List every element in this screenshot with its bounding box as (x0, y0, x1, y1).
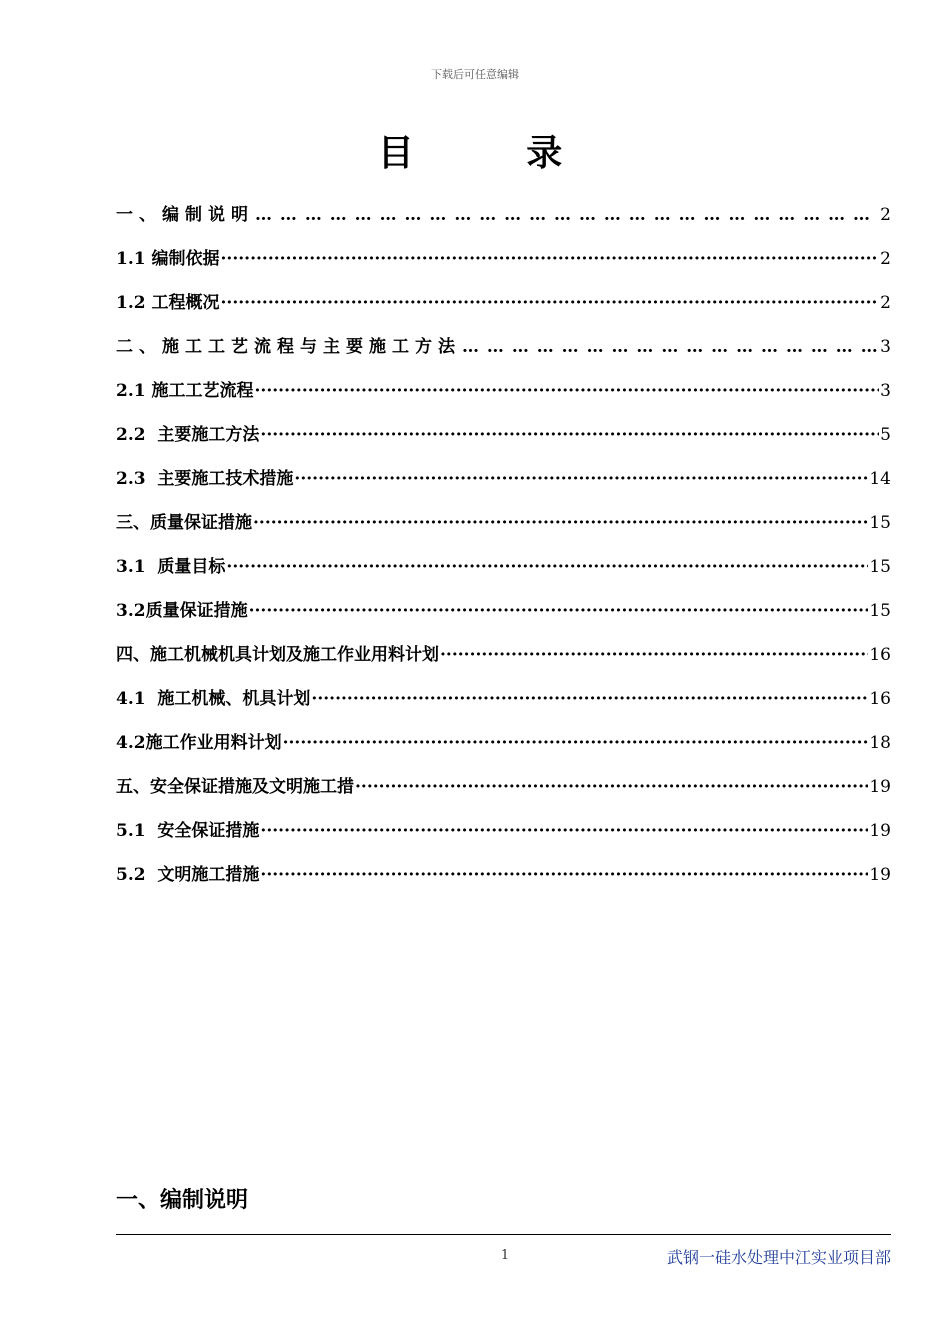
toc-entry-page: 19 (869, 865, 891, 885)
toc-entry-label: 3.1 质量目标 (116, 557, 226, 577)
toc-entry-label: 5.1 安全保证措施 (116, 821, 260, 841)
toc-entry-label: 五、安全保证措施及文明施工措 (116, 777, 354, 797)
toc-entry-page: 5 (880, 425, 891, 445)
toc-leader-dots (283, 728, 869, 758)
toc-entry-page: 16 (869, 689, 891, 709)
page-title: 目 录 (377, 132, 613, 174)
toc-leader-dots (462, 332, 879, 362)
toc-entry-label: 4.1 施工机械、机具计划 (116, 689, 311, 709)
toc-entry-label: 5.2 文明施工措施 (116, 865, 260, 885)
toc-entry-label: 1.2 工程概况 (116, 293, 220, 313)
toc-entry-label: 1.1 编制依据 (116, 249, 220, 269)
toc-entry[interactable] (116, 552, 891, 596)
toc-leader-dots (221, 244, 880, 274)
toc-entry-label: 一、编制说明 (116, 205, 254, 225)
toc-entry[interactable] (116, 596, 891, 640)
toc-leader-dots (260, 420, 879, 450)
toc-entry[interactable] (116, 728, 891, 772)
toc-leader-dots (440, 640, 868, 670)
table-of-contents (116, 200, 891, 904)
toc-entry-label: 3.2质量保证措施 (116, 601, 248, 621)
toc-entry-page: 15 (869, 557, 891, 577)
toc-entry-label: 2.1 施工工艺流程 (116, 381, 254, 401)
toc-leader-dots (255, 376, 880, 406)
toc-leader-dots (311, 684, 868, 714)
toc-entry[interactable] (116, 816, 891, 860)
toc-entry[interactable] (116, 684, 891, 728)
toc-entry-label: 四、施工机械机具计划及施工作业用料计划 (116, 645, 439, 665)
toc-entry-label: 2.2 主要施工方法 (116, 425, 260, 445)
toc-entry-page: 2 (880, 293, 891, 313)
toc-entry[interactable] (116, 332, 891, 376)
footer-page-number: 1 (500, 1248, 510, 1263)
toc-entry[interactable] (116, 640, 891, 684)
toc-entry[interactable] (116, 860, 891, 904)
toc-leader-dots (253, 508, 868, 538)
toc-entry[interactable] (116, 508, 891, 552)
toc-entry-page: 3 (880, 337, 891, 357)
toc-entry[interactable] (116, 288, 891, 332)
toc-leader-dots (260, 860, 868, 890)
toc-entry[interactable] (116, 200, 891, 244)
toc-leader-dots (355, 772, 868, 802)
footer-organization: 武钢一硅水处理中江实业项目部 (666, 1248, 891, 1267)
watermark-text: 下载后可任意编辑 (431, 68, 519, 81)
toc-entry[interactable] (116, 772, 891, 816)
toc-entry-page: 3 (880, 381, 891, 401)
toc-entry-page: 19 (869, 777, 891, 797)
toc-leader-dots (249, 596, 869, 626)
toc-entry-page: 2 (880, 205, 891, 225)
section-heading: 一、编制说明 (116, 1187, 249, 1213)
toc-leader-dots (294, 464, 868, 494)
toc-entry[interactable] (116, 464, 891, 508)
toc-leader-dots (255, 200, 879, 230)
footer-divider (116, 1234, 891, 1235)
toc-entry-page: 18 (869, 733, 891, 753)
toc-leader-dots (260, 816, 868, 846)
toc-entry-page: 15 (869, 601, 891, 621)
toc-entry-label: 二、施工工艺流程与主要施工方法 (116, 337, 461, 357)
toc-entry-page: 2 (880, 249, 891, 269)
toc-entry-label: 4.2施工作业用料计划 (116, 733, 282, 753)
toc-entry-label: 2.3 主要施工技术措施 (116, 469, 294, 489)
toc-entry[interactable] (116, 244, 891, 288)
toc-entry-page: 16 (869, 645, 891, 665)
toc-entry-label: 三、质量保证措施 (116, 513, 252, 533)
toc-leader-dots (221, 288, 880, 318)
toc-entry[interactable] (116, 420, 891, 464)
toc-entry[interactable] (116, 376, 891, 420)
toc-entry-page: 14 (869, 469, 891, 489)
toc-leader-dots (226, 552, 868, 582)
toc-entry-page: 15 (869, 513, 891, 533)
toc-entry-page: 19 (869, 821, 891, 841)
